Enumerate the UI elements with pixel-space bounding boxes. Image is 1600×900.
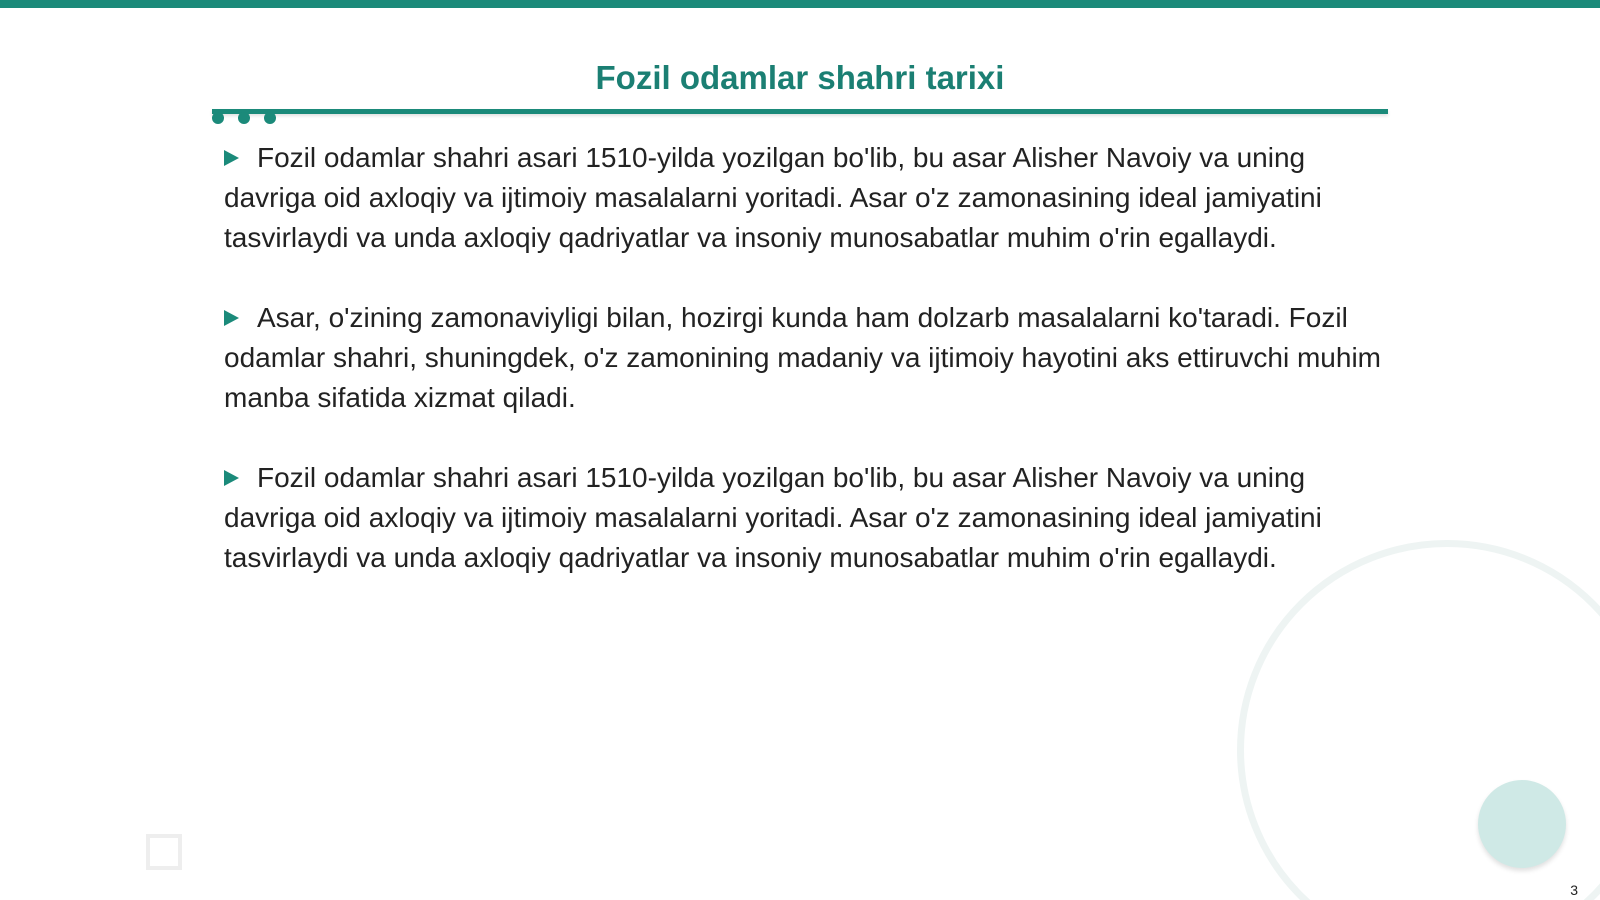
bullet-list — [224, 138, 1384, 618]
title-underline — [212, 109, 1388, 114]
bullet-item — [224, 138, 1384, 258]
page-number: 3 — [1570, 882, 1578, 898]
bullet-text: Fozil odamlar shahri asari 1510-yilda yozilgan bo'lib, bu asar Alisher Navoiy va uning davriga oid axloqiy va ijtimoiy masalalarni yoritadi. Asar o'z zamonasining ideal jamiyatini tasvirlaydi va unda axloqiy qadriyatlar va insoniy munosabatlar muhim o'rin egallaydi. — [224, 142, 1322, 253]
slide-title: Fozil odamlar shahri tarixi — [595, 59, 1005, 96]
decorative-dot — [238, 112, 250, 124]
top-accent-bar — [0, 0, 1600, 8]
bullet-text: Asar, o'zining zamonaviyligi bilan, hozirgi kunda ham dolzarb masalalarni ko'taradi. Fozil odamlar shahri, shuningdek, o'z zamonining madaniy va ijtimoiy hayotini aks ettiruvchi muhim manba sifatida xizmat qiladi. — [224, 302, 1381, 413]
decorative-dot — [264, 112, 276, 124]
bullet-item — [224, 458, 1384, 578]
bullet-item — [224, 298, 1384, 418]
triangle-right-icon — [224, 150, 239, 166]
triangle-right-icon — [224, 470, 239, 486]
decorative-circle — [1478, 780, 1566, 868]
bullet-text: Fozil odamlar shahri asari 1510-yilda yozilgan bo'lib, bu asar Alisher Navoiy va uning davriga oid axloqiy va ijtimoiy masalalarni yoritadi. Asar o'z zamonasining ideal jamiyatini tasvirlaydi va unda axloqiy qadriyatlar va insoniy munosabatlar muhim o'rin egallaydi. — [224, 462, 1322, 573]
triangle-right-icon — [224, 310, 239, 326]
decorative-dot — [212, 112, 224, 124]
decorative-square — [146, 834, 182, 870]
